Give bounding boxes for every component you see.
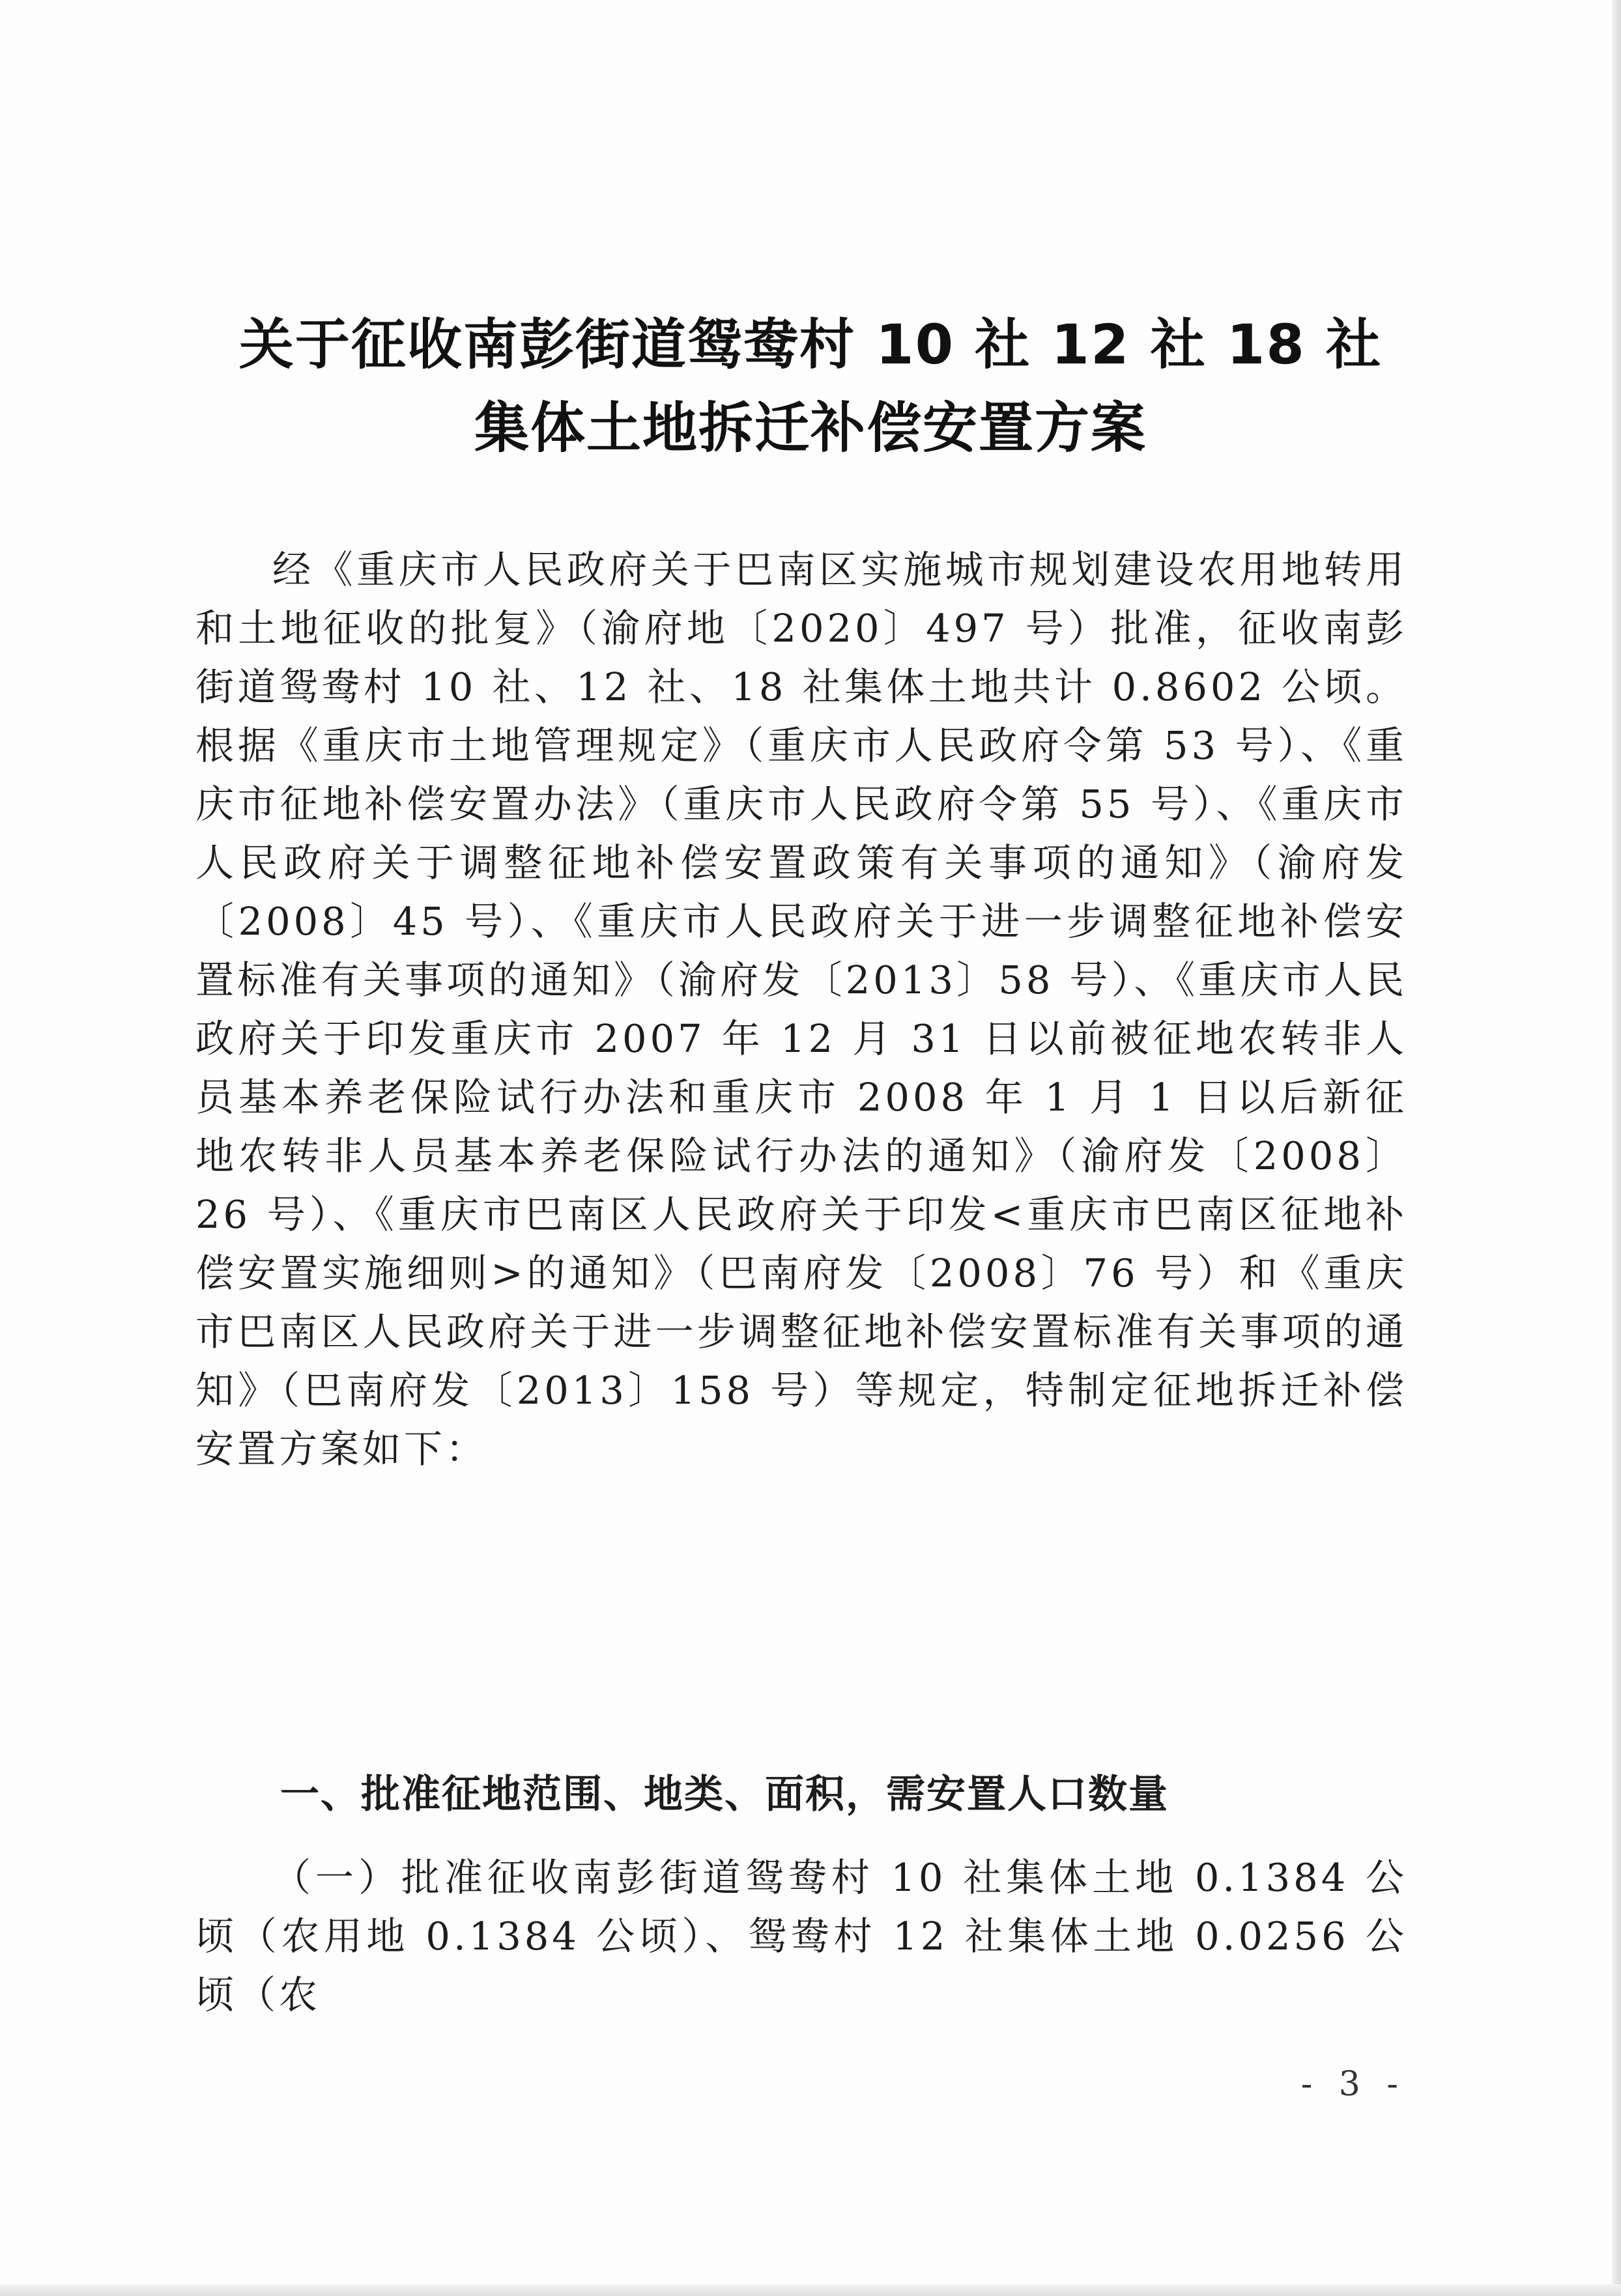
document-title-line-2: 集体土地拆迁补偿安置方案 <box>474 396 1147 460</box>
section-1-item-1: （一）批准征收南彭街道鸳鸯村 10 社集体土地 0.1384 公顷（农用地 0.1384 公顷）、鸳鸯村 12 社集体土地 0.0256 公顷（农 <box>195 1855 1407 2017</box>
intro-paragraph: 经《重庆市人民政府关于巴南区实施城市规划建设农用地转用和土地征收的批复》（渝府地〔2020〕497 号）批准，征收南彭街道鸳鸯村 10 社、12 社、18 社集体土地共计 0.8602 公顷。根据《重庆市土地管理规定》（重庆市人民政府令第 53 号）、《重庆市征地补偿安置办法》（重庆市人民政府令第 55 号）、《重庆市人民政府关于调整征地补偿安置政策有关事项的通知》（渝府发〔2008〕45 号）、《重庆市人民政府关于进一步调整征地补偿安置标准有关事项的通知》（渝府发〔2013〕58 号）、《重庆市人民政府关于印发重庆市 2007 年 12 月 31 日以前被征地农转非人员基本养老保险试行办法和重庆市 2008 年 1 月 1 日以后新征地农转非人员基本养老保险试行办法的通知》（渝府发〔2008〕26 号）、《重庆市巴南区人民政府关于印发<重庆市巴南区征地补偿安置实施细则>的通知》（巴南府发〔2008〕76 号）和《重庆市巴南区人民政府关于进一步调整征地补偿安置标准有关事项的通知》（巴南府发〔2013〕158 号）等规定，特制定征地拆迁补偿安置方案如下： <box>195 547 1407 1471</box>
scan-edge-bottom <box>0 2284 1621 2296</box>
section-1-heading: 一、批准征地范围、地类、面积，需安置人口数量 <box>280 1772 1169 1817</box>
page-number: - 3 - <box>1300 2065 1406 2104</box>
document-title-line-1: 关于征收南彭街道鸳鸯村 10 社 12 社 18 社 <box>238 313 1383 376</box>
